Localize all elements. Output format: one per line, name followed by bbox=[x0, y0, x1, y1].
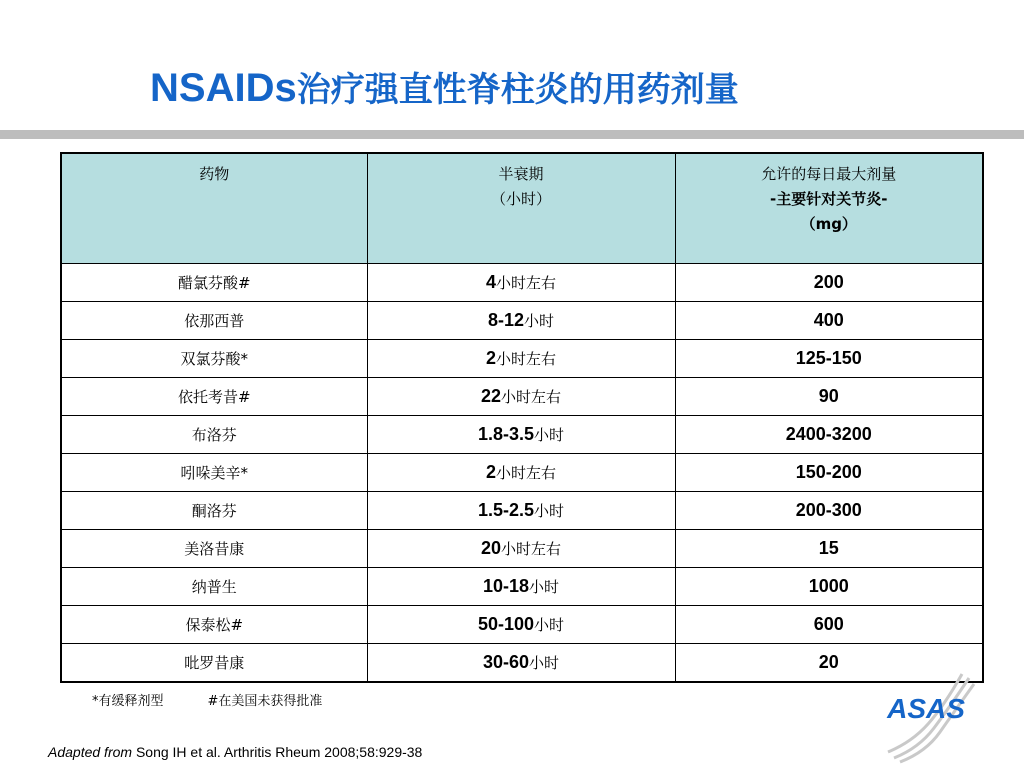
max-dose: 1000 bbox=[675, 568, 983, 606]
half-life-value: 20 bbox=[480, 538, 501, 558]
drug-name: 美洛昔康 bbox=[61, 530, 367, 568]
half-life-value: 2 bbox=[485, 348, 496, 368]
half-life-value: 10-18 bbox=[482, 576, 530, 596]
title-cn: 治疗强直性脊柱炎的用药剂量 bbox=[296, 70, 739, 110]
logo-text: ASAS bbox=[887, 693, 965, 724]
table-row bbox=[61, 492, 983, 530]
max-dose: 90 bbox=[675, 378, 983, 416]
half-life-unit: 小时 bbox=[534, 616, 565, 634]
half-life-unit: 小时 bbox=[534, 426, 565, 444]
half-life-value: 50-100 bbox=[477, 614, 535, 634]
max-dose: 2400-3200 bbox=[675, 416, 983, 454]
half-life bbox=[367, 568, 675, 606]
max-dose: 200 bbox=[675, 264, 983, 302]
half-life-value: 22 bbox=[480, 386, 501, 406]
half-life bbox=[367, 340, 675, 378]
half-life bbox=[367, 644, 675, 683]
drug-name: 纳普生 bbox=[61, 568, 367, 606]
half-life-value: 30-60 bbox=[482, 652, 530, 672]
max-dose: 400 bbox=[675, 302, 983, 340]
half-life bbox=[367, 454, 675, 492]
table-row bbox=[61, 378, 983, 416]
header-line: 药物 bbox=[199, 165, 230, 183]
half-life-unit: 小时左右 bbox=[496, 350, 557, 368]
header-max-dose bbox=[675, 153, 983, 264]
half-life bbox=[367, 264, 675, 302]
header-line: （小时） bbox=[490, 190, 551, 208]
half-life-unit: 小时 bbox=[534, 502, 565, 520]
header-drug bbox=[61, 153, 367, 264]
dosage-table bbox=[60, 152, 984, 683]
drug-name: 布洛芬 bbox=[61, 416, 367, 454]
table-row bbox=[61, 530, 983, 568]
drug-name: 醋氯芬酸# bbox=[61, 264, 367, 302]
drug-name: 双氯芬酸* bbox=[61, 340, 367, 378]
drug-name: 吲哚美辛* bbox=[61, 454, 367, 492]
max-dose: 200-300 bbox=[675, 492, 983, 530]
footnote-hash: #在美国未获得批准 bbox=[207, 694, 323, 709]
half-life bbox=[367, 492, 675, 530]
footnotes bbox=[92, 690, 366, 709]
table-row bbox=[61, 606, 983, 644]
max-dose: 600 bbox=[675, 606, 983, 644]
half-life-value: 2 bbox=[485, 462, 496, 482]
drug-name: 酮洛芬 bbox=[61, 492, 367, 530]
half-life bbox=[367, 302, 675, 340]
half-life-unit: 小时 bbox=[529, 654, 560, 672]
citation-text: Song IH et al. Arthritis Rheum 2008;58:929-38 bbox=[135, 744, 423, 760]
title-divider bbox=[0, 130, 1024, 139]
half-life-unit: 小时 bbox=[529, 578, 560, 596]
half-life-value: 1.8-3.5 bbox=[477, 424, 535, 444]
half-life bbox=[367, 416, 675, 454]
table-row bbox=[61, 416, 983, 454]
half-life bbox=[367, 530, 675, 568]
title-latin: NSAIDs bbox=[150, 66, 297, 110]
header-line: 半衰期 bbox=[498, 165, 544, 183]
half-life bbox=[367, 606, 675, 644]
drug-name: 依托考昔# bbox=[61, 378, 367, 416]
max-dose: 20 bbox=[675, 644, 983, 683]
half-life-unit: 小时左右 bbox=[501, 388, 562, 406]
half-life-value: 8-12 bbox=[487, 310, 524, 330]
max-dose: 150-200 bbox=[675, 454, 983, 492]
citation bbox=[48, 744, 422, 760]
drug-name: 保泰松# bbox=[61, 606, 367, 644]
table-row bbox=[61, 302, 983, 340]
half-life-value: 1.5-2.5 bbox=[477, 500, 535, 520]
half-life-unit: 小时 bbox=[524, 312, 555, 330]
table-row bbox=[61, 454, 983, 492]
max-dose: 15 bbox=[675, 530, 983, 568]
half-life bbox=[367, 378, 675, 416]
table-row bbox=[61, 644, 983, 683]
half-life-unit: 小时左右 bbox=[496, 274, 557, 292]
half-life-unit: 小时左右 bbox=[501, 540, 562, 558]
half-life-value: 4 bbox=[485, 272, 496, 292]
citation-prefix: Adapted from bbox=[48, 744, 133, 760]
table-row bbox=[61, 568, 983, 606]
footnote-star: *有缓释剂型 bbox=[92, 694, 164, 709]
header-line: （mg） bbox=[800, 215, 857, 233]
table-header-row bbox=[61, 153, 983, 264]
page-title bbox=[150, 62, 739, 116]
drug-name: 依那西普 bbox=[61, 302, 367, 340]
table-row bbox=[61, 264, 983, 302]
half-life-unit: 小时左右 bbox=[496, 464, 557, 482]
drug-name: 吡罗昔康 bbox=[61, 644, 367, 683]
max-dose: 125-150 bbox=[675, 340, 983, 378]
header-line: -主要针对关节炎- bbox=[770, 190, 888, 208]
table-row bbox=[61, 340, 983, 378]
asas-logo bbox=[874, 668, 984, 768]
header-line: 允许的每日最大剂量 bbox=[761, 165, 897, 183]
header-half-life bbox=[367, 153, 675, 264]
